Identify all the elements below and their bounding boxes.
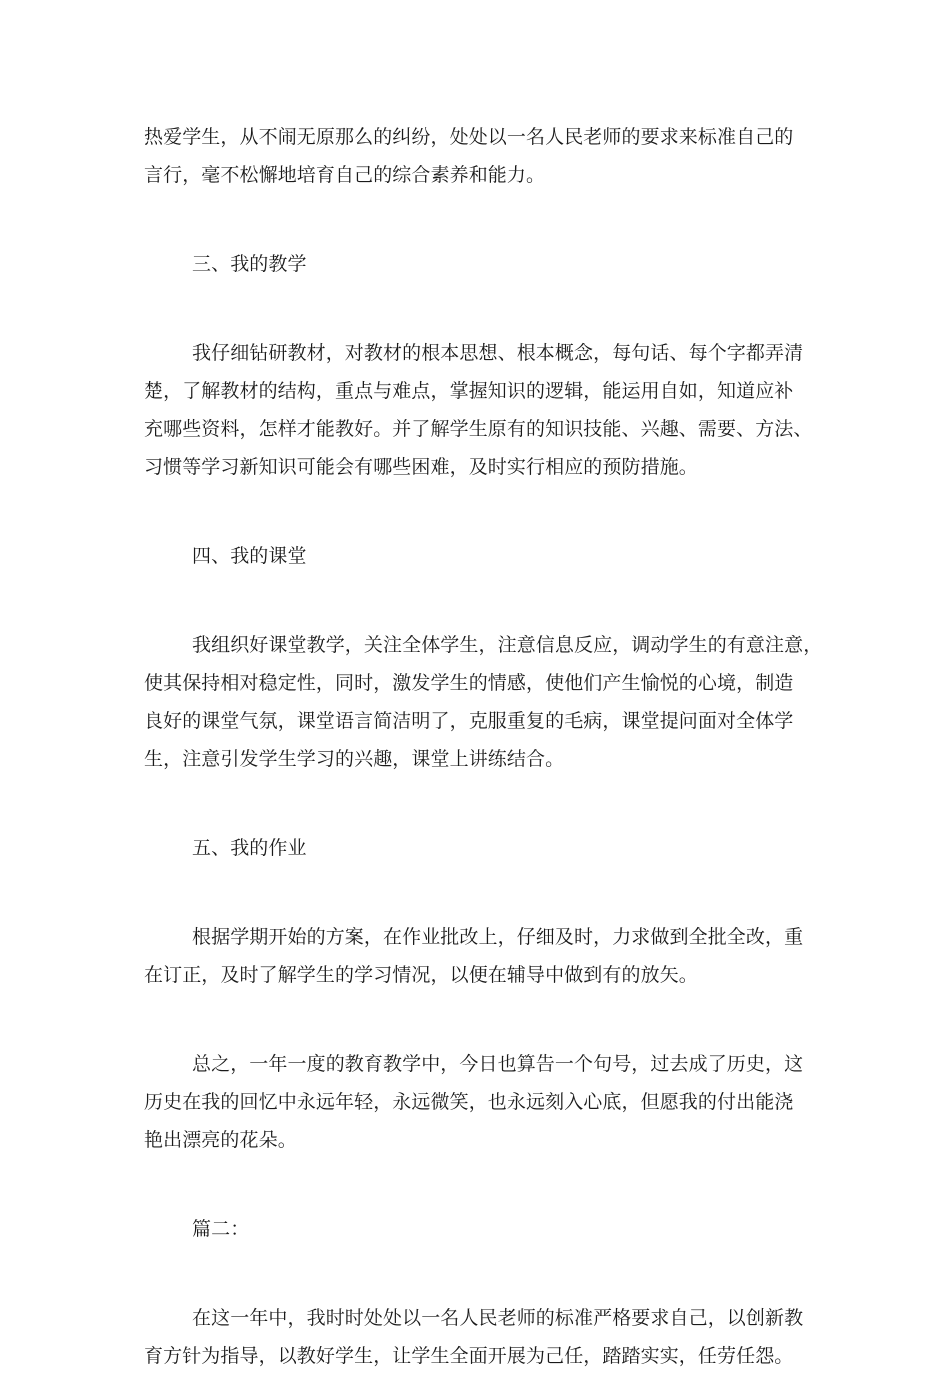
heading-teaching — [144, 245, 814, 283]
heading-homework — [144, 829, 814, 867]
text-line: 总之，一年一度的教育教学中，今日也算告一个句号，过去成了历史，这 — [192, 1053, 804, 1075]
text-line: 我仔细钻研教材，对教材的根本思想、根本概念，每句话、每个字都弄清 — [192, 342, 804, 364]
section-heading: 五、我的作业 — [192, 837, 307, 859]
text-line: 楚，了解教材的结构，重点与难点，掌握知识的逻辑，能运用自如，知道应补 — [144, 380, 794, 402]
section-heading: 篇二： — [192, 1218, 250, 1240]
text-line: 使其保持相对稳定性，同时，激发学生的情感，使他们产生愉悦的心境，制造 — [144, 672, 794, 694]
text-line: 生，注意引发学生学习的兴趣，课堂上讲练结合。 — [144, 748, 565, 770]
heading-part-two — [144, 1210, 814, 1248]
section-heading: 四、我的课堂 — [192, 545, 307, 567]
paragraph-homework — [144, 918, 814, 994]
text-line: 艳出漂亮的花朵。 — [144, 1129, 297, 1151]
paragraph-gap — [144, 1248, 814, 1299]
heading-classroom — [144, 537, 814, 575]
text-line: 育方针为指导，以教好学生，让学生全面开展为己任，踏踏实实，任劳任怨。 — [144, 1345, 794, 1367]
section-heading: 三、我的教学 — [192, 253, 307, 275]
text-line: 习惯等学习新知识可能会有哪些困难，及时实行相应的预防措施。 — [144, 456, 698, 478]
document-body — [144, 118, 823, 1375]
paragraph-gap — [144, 994, 814, 1045]
text-line: 充哪些资料，怎样才能教好。并了解学生原有的知识技能、兴趣、需要、方法、 — [144, 418, 813, 440]
paragraph-gap — [144, 1159, 814, 1210]
text-line: 我组织好课堂教学，关注全体学生，注意信息反应，调动学生的有意注意， — [192, 634, 823, 656]
paragraph-gap — [144, 486, 814, 537]
paragraph-gap — [144, 194, 814, 245]
paragraph-classroom — [144, 626, 823, 778]
paragraph-gap — [144, 778, 814, 829]
paragraph-student-care — [144, 118, 814, 194]
paragraph-gap — [144, 283, 814, 334]
paragraph-teaching — [144, 334, 814, 486]
text-line: 言行，毫不松懈地培育自己的综合素养和能力。 — [144, 164, 546, 186]
paragraph-gap — [144, 867, 814, 918]
paragraph-summary — [144, 1045, 814, 1159]
text-line: 良好的课堂气氛，课堂语言简洁明了，克服重复的毛病，课堂提问面对全体学 — [144, 710, 794, 732]
text-line: 历史在我的回忆中永远年轻，永远微笑，也永远刻入心底，但愿我的付出能浇 — [144, 1091, 794, 1113]
text-line: 根据学期开始的方案，在作业批改上，仔细及时，力求做到全批全改，重 — [192, 926, 804, 948]
text-line: 在这一年中，我时时处处以一名人民老师的标准严格要求自己，以创新教 — [192, 1307, 804, 1329]
text-line: 热爱学生，从不闹无原那么的纠纷，处处以一名人民老师的要求来标准自己的 — [144, 126, 794, 148]
text-line: 在订正，及时了解学生的学习情况，以便在辅导中做到有的放矢。 — [144, 964, 698, 986]
paragraph-gap — [144, 575, 814, 626]
paragraph-part-two-intro — [144, 1299, 814, 1375]
